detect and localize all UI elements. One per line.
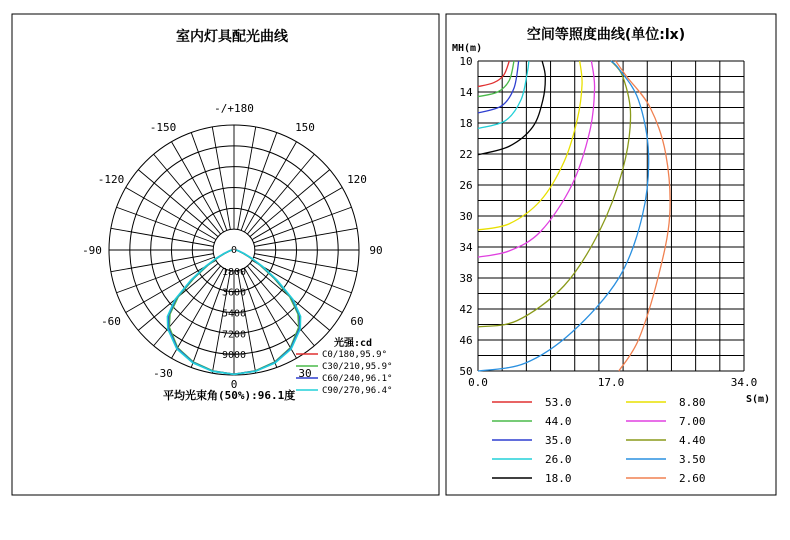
isolux-x-tick-label: 34.0	[730, 376, 758, 389]
isolux-legend-label: 44.0	[545, 415, 572, 428]
isolux-legend-label: 53.0	[545, 396, 572, 409]
polar-spoke	[247, 154, 314, 234]
polar-angle-label: -30	[153, 367, 173, 380]
polar-angle-label: -/+180	[214, 102, 254, 115]
isolux-legend-label: 18.0	[545, 472, 572, 485]
polar-spoke	[247, 266, 314, 346]
polar-legend-title: 光强:cd	[334, 338, 373, 349]
isolux-grid	[478, 61, 744, 371]
isolux-tick-labels	[459, 55, 757, 389]
polar-angle-label: -90	[82, 244, 102, 257]
polar-spoke	[154, 154, 221, 234]
isolux-curve-series-1	[478, 61, 509, 87]
isolux-legend-label: 35.0	[545, 434, 572, 447]
isolux-x-tick-label: 17.0	[597, 376, 625, 389]
polar-angle-label: -150	[149, 121, 177, 134]
polar-angle-label: 150	[295, 121, 315, 134]
isolux-y-tick-label: 22	[459, 148, 473, 161]
polar-angle-label: 90	[369, 244, 383, 257]
isolux-y-tick-label: 46	[459, 334, 473, 347]
polar-spoke	[138, 170, 218, 237]
polar-radial-label: 0	[230, 245, 238, 256]
polar-radial-label: 3600	[221, 287, 247, 299]
polar-angle-label: -60	[101, 315, 121, 328]
isolux-y-tick-label: 10	[459, 55, 473, 68]
isolux-curve-series-2	[478, 61, 514, 97]
polar-radial-label: 1800	[221, 266, 247, 278]
polar-angle-label: 0	[230, 378, 238, 391]
isolux-chart-title: 空间等照度曲线(单位:lx)	[526, 27, 686, 43]
isolux-y-tick-label: 14	[459, 86, 473, 99]
isolux-curve-series-6	[478, 61, 582, 230]
isolux-legend	[492, 396, 706, 485]
polar-radial-label: 7200	[221, 329, 247, 341]
polar-angle-label: 60	[350, 315, 364, 328]
polar-angle-label: -120	[97, 173, 125, 186]
isolux-curve-series-8	[478, 61, 631, 327]
isolux-y-tick-label: 50	[459, 365, 473, 378]
isolux-y-tick-label: 38	[459, 272, 473, 285]
polar-legend-label: C30/210,95.9°	[322, 362, 393, 372]
polar-radial-label: 9000	[221, 350, 247, 362]
isolux-legend-label: 7.00	[679, 415, 706, 428]
isolux-y-tick-label: 42	[459, 303, 473, 316]
polar-angle-label: 30	[298, 367, 312, 380]
isolux-legend-label: 26.0	[545, 453, 572, 466]
isolux-legend-label: 2.60	[679, 472, 706, 485]
isolux-y-tick-label: 34	[459, 241, 473, 254]
polar-caption: 平均光束角(50%):96.1度	[163, 389, 296, 402]
isolux-x-tick-label: 0.0	[468, 376, 488, 389]
isolux-y-tick-label: 26	[459, 179, 473, 192]
isolux-y-tick-label: 18	[459, 117, 473, 130]
polar-angle-label: 120	[347, 173, 367, 186]
polar-legend-label: C0/180,95.9°	[322, 350, 388, 360]
isolux-legend-label: 3.50	[679, 453, 706, 466]
isolux-x-axis-label: S(m)	[746, 394, 771, 405]
polar-legend-label: C60/240,96.1°	[322, 374, 393, 384]
isolux-y-axis-label: MH(m)	[452, 43, 483, 54]
polar-chart-title: 室内灯具配光曲线	[176, 29, 288, 45]
polar-spoke	[154, 266, 221, 346]
isolux-y-tick-label: 30	[459, 210, 473, 223]
isolux-legend-label: 4.40	[679, 434, 706, 447]
polar-spoke	[250, 170, 330, 237]
polar-radial-label: 5400	[221, 308, 247, 320]
polar-legend-label: C90/270,96.4°	[322, 386, 393, 396]
isolux-legend-label: 8.80	[679, 396, 706, 409]
polar-legend	[296, 336, 392, 396]
